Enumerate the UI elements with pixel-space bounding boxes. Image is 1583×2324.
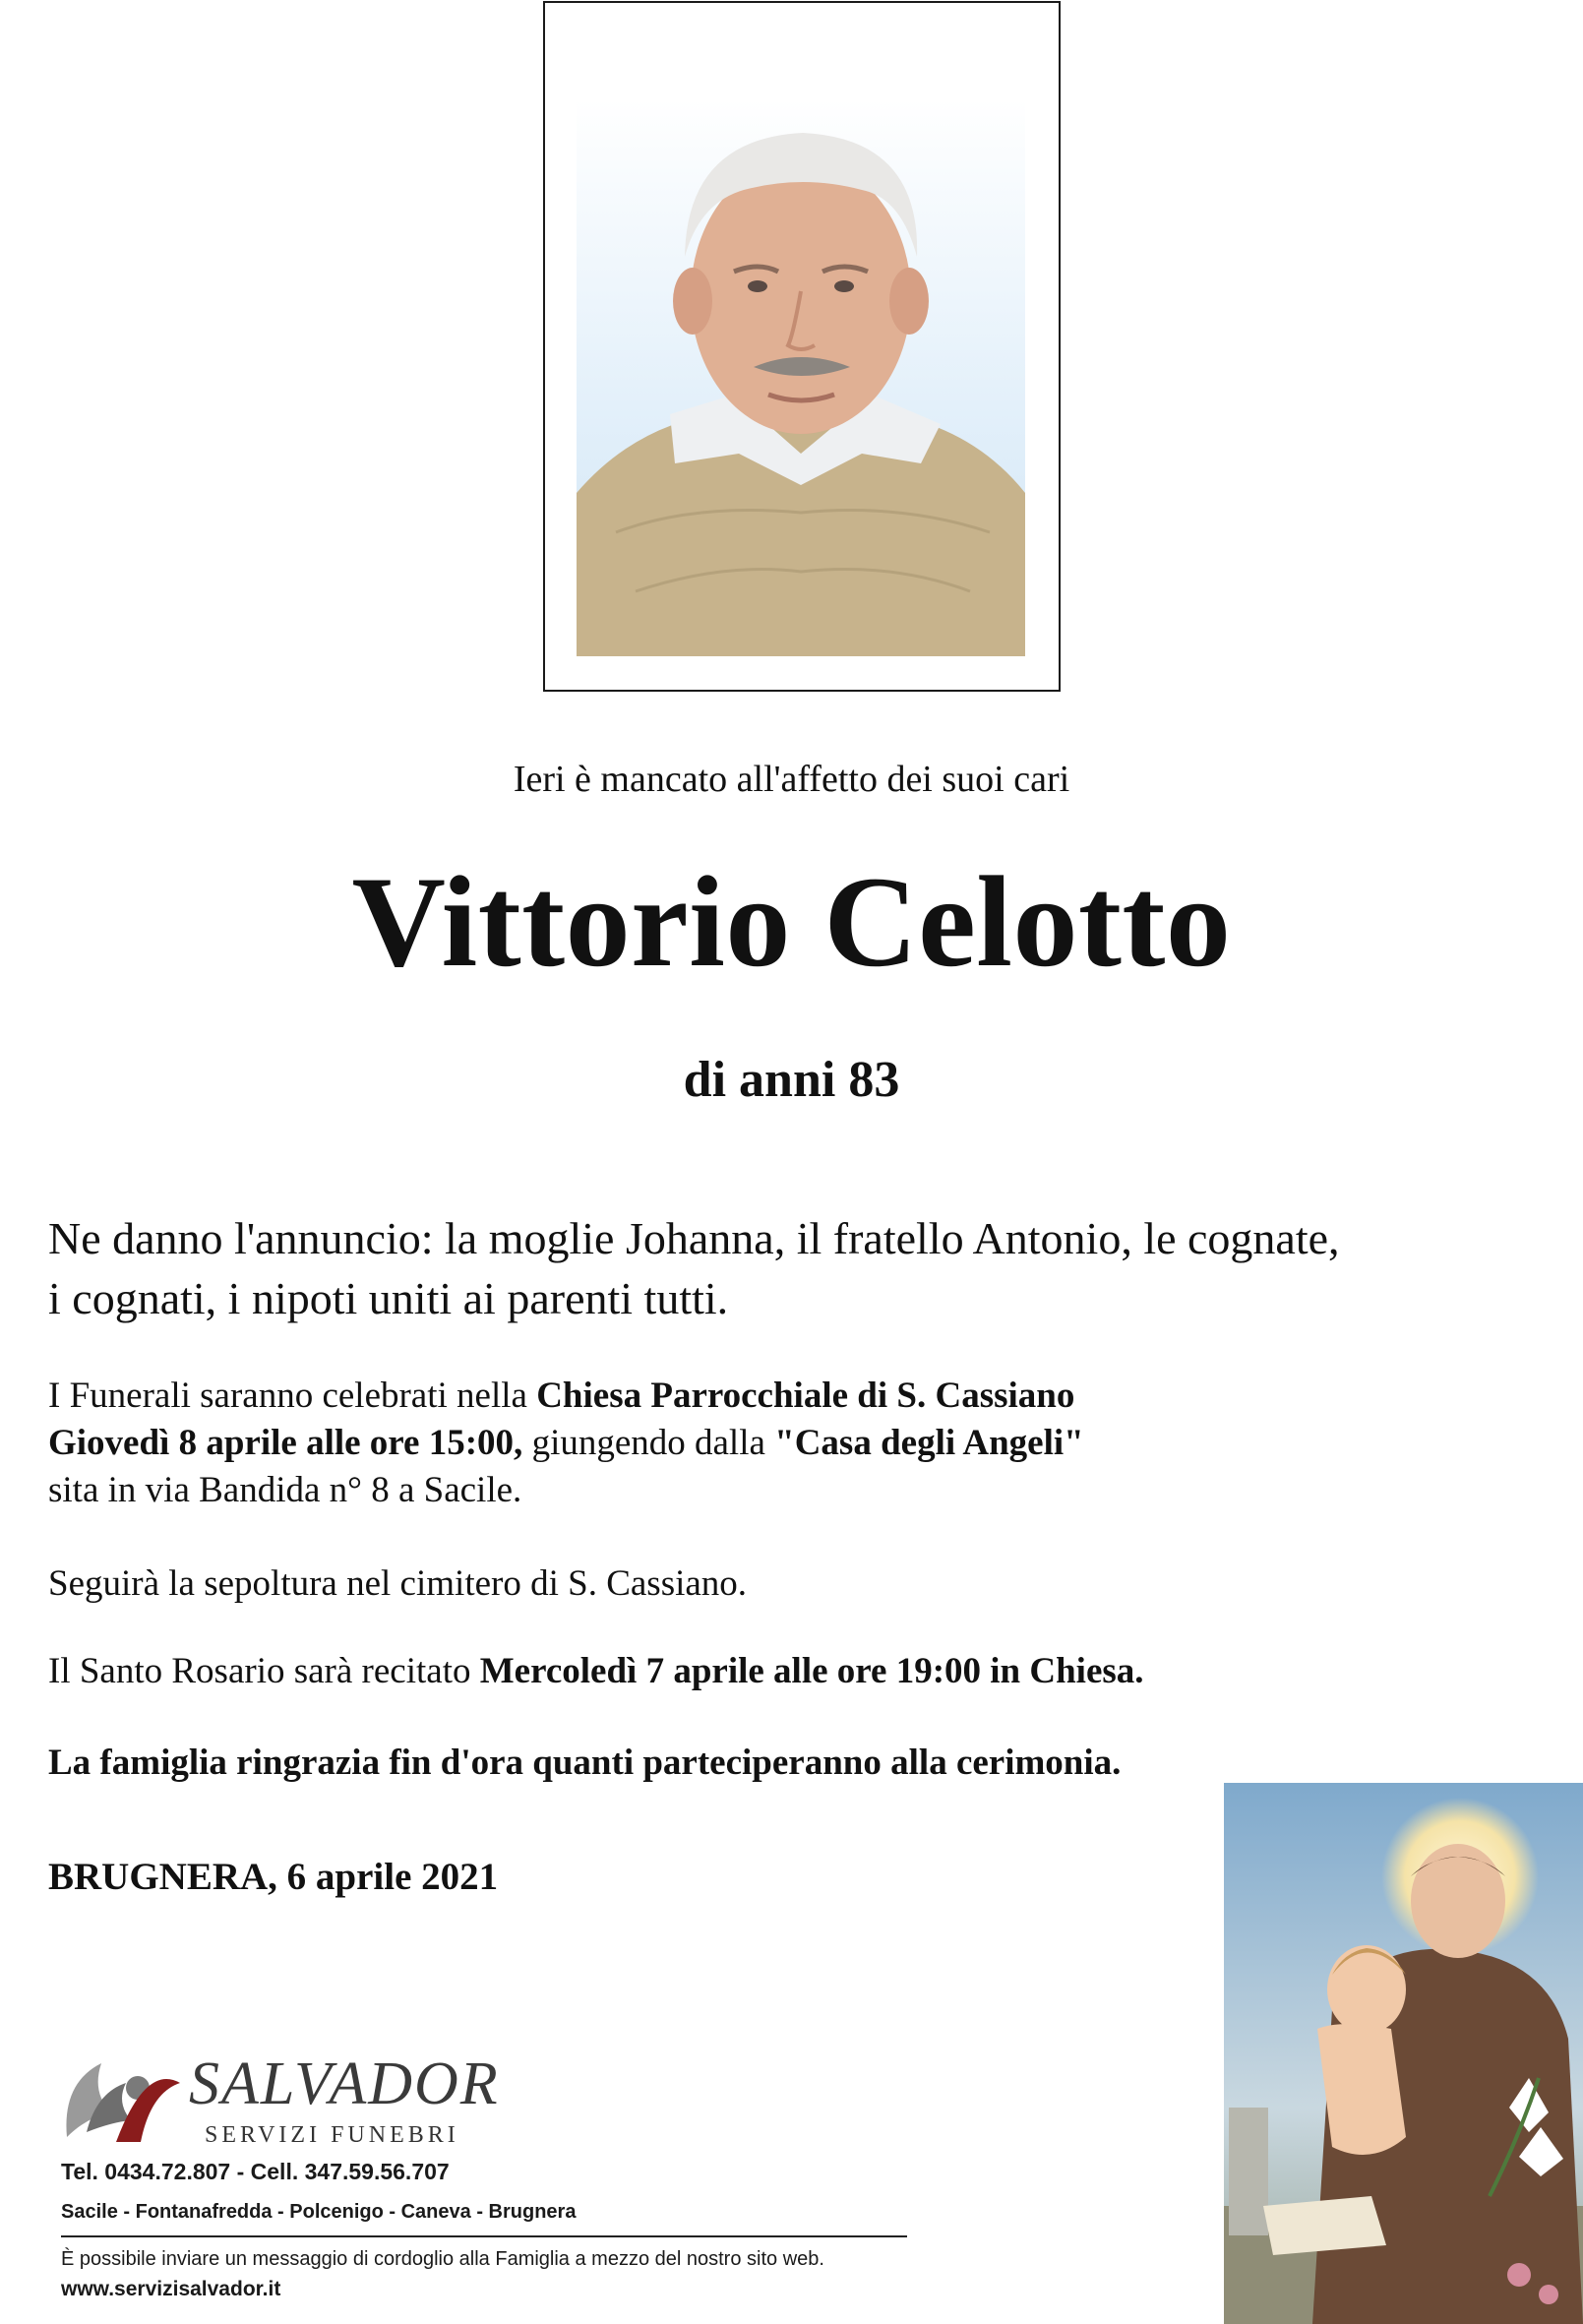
portrait-illustration <box>577 99 1025 656</box>
funeral-line-1 <box>48 1373 1524 1420</box>
portrait-photo <box>577 99 1025 656</box>
funeral-intro: I Funerali saranno celebrati nella <box>48 1376 537 1416</box>
funeral-address: sita in via Bandida n° 8 a Sacile. <box>48 1470 522 1510</box>
saint-illustration <box>1224 1783 1583 2324</box>
saint-anthony-image <box>1224 1783 1583 2324</box>
burial-text: Seguirà la sepoltura nel cimitero di S. Cassiano. <box>48 1563 748 1604</box>
salvador-logo <box>57 2044 500 2152</box>
logo-subtitle: SERVIZI FUNEBRI <box>205 2122 459 2148</box>
funeral-paragraph <box>48 1373 1524 1514</box>
funeral-connector: giungendo dalla <box>522 1423 775 1463</box>
company-towns: Sacile - Fontanafredda - Polcenigo - Caneva - Brugnera <box>61 2201 577 2223</box>
rosary-when: Mercoledì 7 aprile alle ore 19:00 in Chiesa. <box>479 1651 1144 1691</box>
angel-logo-icon <box>57 2044 185 2152</box>
funeral-origin: "Casa degli Angeli" <box>774 1423 1084 1463</box>
funeral-line-2 <box>48 1420 1524 1467</box>
deceased-age: di anni 83 <box>683 1052 900 1108</box>
footer-divider <box>61 2235 907 2237</box>
condolence-note: È possibile inviare un messaggio di cordoglio alla Famiglia a mezzo del nostro sito web. <box>61 2248 824 2270</box>
company-contacts: Tel. 0434.72.807 - Cell. 347.59.56.707 <box>61 2159 450 2184</box>
thanks-text: La famiglia ringrazia fin d'ora quanti parteciperanno alla cerimonia. <box>48 1743 1122 1783</box>
company-website-link[interactable]: www.servizisalvador.it <box>61 2278 281 2300</box>
funeral-date-time: Giovedì 8 aprile alle ore 15:00, <box>48 1423 523 1463</box>
announcement-paragraph <box>48 1208 1524 1328</box>
place-date: BRUGNERA, 6 aprile 2021 <box>48 1856 499 1898</box>
announcement-line-1: Ne danno l'annuncio: la moglie Johanna, il fratello Antonio, le cognate, <box>48 1213 1340 1263</box>
logo-wordmark: SALVADOR <box>189 2050 500 2117</box>
rosary-intro: Il Santo Rosario sarà recitato <box>48 1651 480 1691</box>
announcement-line-2: i cognati, i nipoti uniti ai parenti tutti. <box>48 1273 729 1323</box>
deceased-name: Vittorio Celotto <box>351 849 1232 994</box>
funeral-church: Chiesa Parrocchiale di S. Cassiano <box>536 1376 1075 1416</box>
portrait-frame <box>543 1 1061 692</box>
rosary-text <box>48 1650 1524 1692</box>
intro-text: Ieri è mancato all'affetto dei suoi cari <box>513 759 1070 800</box>
